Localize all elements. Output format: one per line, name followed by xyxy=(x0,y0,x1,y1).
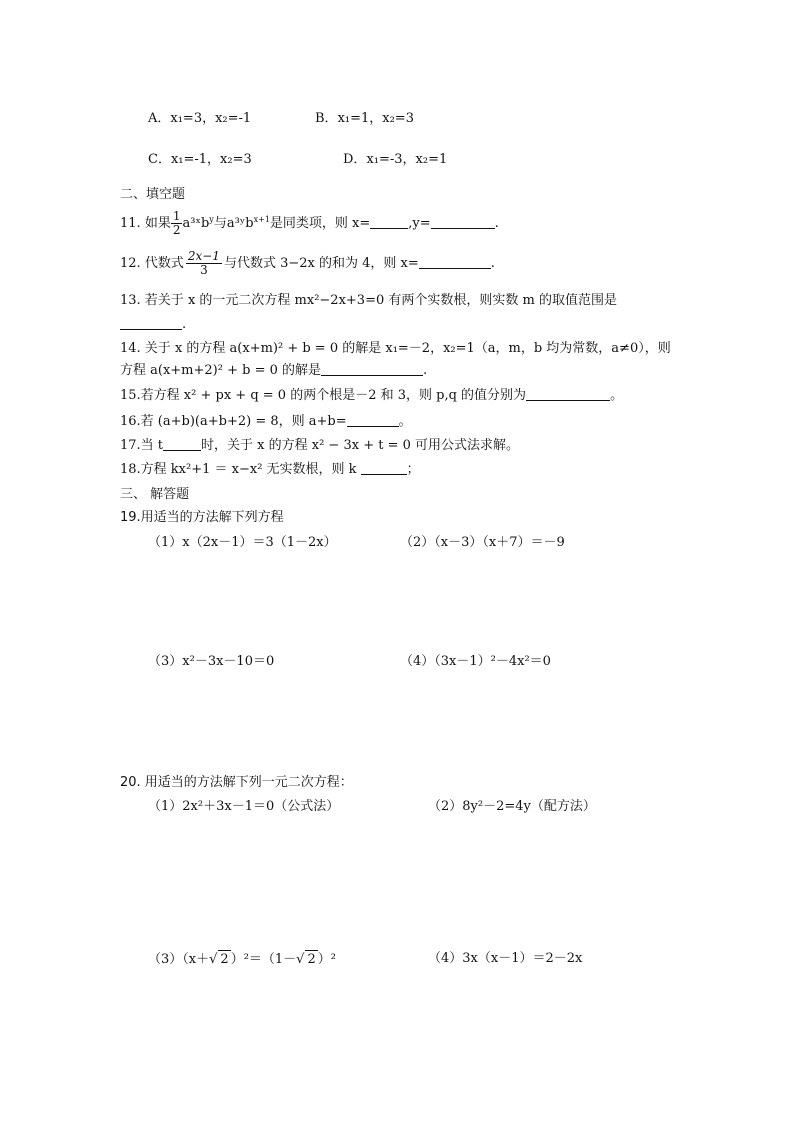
q12-number: 12. xyxy=(120,256,141,271)
q11-text: 是同类项，则 x= xyxy=(269,216,371,231)
question-18 xyxy=(120,461,420,479)
choice-d-text: x₁=-3，x₂=1 xyxy=(366,152,448,167)
choice-c-letter: C． xyxy=(148,152,171,167)
q15-text: 15.若方程 x² + px + q = 0 的两个根是－2 和 3，则 p,q 的值分别为 xyxy=(120,388,527,403)
choice-c-text: x₁=-1，x₂=3 xyxy=(170,152,252,167)
question-20-part1: （1）2x²＋3x－1＝0（公式法） xyxy=(148,799,340,814)
q16-text: 16.若 (a+b)(a+b+2) = 8，则 a+b= xyxy=(120,414,347,429)
choice-a xyxy=(148,110,251,128)
q17-blank[interactable] xyxy=(163,438,201,451)
choice-c xyxy=(148,151,252,169)
q16-end: 。 xyxy=(398,414,412,429)
section-fill-blank-heading: 二、填空题 xyxy=(120,187,186,202)
question-20-part2: （2）8y²－2=4y（配方法） xyxy=(428,799,596,814)
choice-a-letter: A． xyxy=(148,111,171,126)
choice-b xyxy=(315,110,414,128)
q12-prefix: 代数式 xyxy=(144,256,184,271)
question-19-part2: （2）（x－3）（x＋7）＝－9 xyxy=(400,535,565,550)
q12-fraction-denominator: 3 xyxy=(200,263,208,277)
q14-text: 方程 a(x+m+2)² + b = 0 的解是 xyxy=(120,363,321,378)
q17-prefix: 17.当 t xyxy=(120,438,164,453)
question-19-part4: （4）（3x－1）²－4x²＝0 xyxy=(400,654,551,669)
q18-end: ； xyxy=(406,462,420,477)
question-11 xyxy=(120,210,499,237)
question-14-line2 xyxy=(120,362,427,380)
q18-blank[interactable] xyxy=(361,462,407,475)
choice-b-text: x₁=1，x₂=3 xyxy=(337,111,414,126)
q20-p3-sqrt1: 2 xyxy=(220,952,229,967)
question-14-line1: 14. 关于 x 的方程 a(x+m)² + b = 0 的解是 x₁=－2，x₂=1（a，m，b 均为常数，a≠0），则 xyxy=(120,341,671,356)
q11-term2-exp: x+1 xyxy=(253,215,270,224)
choice-b-letter: B． xyxy=(315,111,338,126)
q11-term2: 与a³ʸb xyxy=(213,216,254,231)
q11-term1: a³ˣb xyxy=(182,216,210,231)
q11-end: . xyxy=(494,216,499,231)
q13-end: . xyxy=(182,317,187,332)
q15-end: 。 xyxy=(610,388,624,403)
question-17 xyxy=(120,437,519,455)
question-16 xyxy=(120,413,412,431)
q20-p3-a: （3）（x＋ xyxy=(148,952,210,967)
q11-fraction-numerator: 1 xyxy=(172,209,181,223)
q12-fraction xyxy=(186,250,222,277)
sqrt-icon: √ xyxy=(296,952,305,967)
question-19-part3: （3）x²－3x－10＝0 xyxy=(148,654,275,669)
q20-p3-c: ）²＝（1－ xyxy=(230,952,297,967)
q15-blank[interactable] xyxy=(526,388,610,401)
question-15 xyxy=(120,387,623,405)
q14-blank[interactable] xyxy=(321,363,423,376)
question-19-title: 19.用适当的方法解下列方程 xyxy=(120,510,284,525)
question-19-part1: （1）x（2x－1）＝3（1－2x） xyxy=(148,535,337,550)
q11-blank-y[interactable] xyxy=(431,216,495,229)
q11-term1-exp: y xyxy=(209,215,214,224)
question-20-part4: （4）3x（x－1）＝2－2x xyxy=(428,951,583,966)
choice-d-letter: D． xyxy=(343,152,367,167)
section-solve-heading: 三、 解答题 xyxy=(120,487,190,502)
q12-fraction-numerator: 2x−1 xyxy=(187,249,220,263)
q13-blank[interactable] xyxy=(120,317,182,330)
q11-fraction xyxy=(171,210,183,237)
q11-y-label: ,y= xyxy=(408,216,431,231)
q11-fraction-denominator: 2 xyxy=(172,223,181,237)
q11-number: 11. xyxy=(120,216,141,231)
question-20-part3 xyxy=(148,950,336,969)
question-12 xyxy=(120,250,495,277)
question-13-line2 xyxy=(120,316,186,334)
q12-blank[interactable] xyxy=(419,256,491,269)
choice-a-text: x₁=3，x₂=-1 xyxy=(170,111,252,126)
choice-d xyxy=(343,151,447,169)
q17-text: 时，关于 x 的方程 x² − 3x + t = 0 可用公式法求解。 xyxy=(201,438,520,453)
q16-blank[interactable] xyxy=(347,414,399,427)
q12-text: 与代数式 3−2x 的和为 4，则 x= xyxy=(223,256,419,271)
q11-blank-x[interactable] xyxy=(370,216,408,229)
q20-p3-e: ）² xyxy=(317,952,336,967)
sqrt-icon: √ xyxy=(209,952,218,967)
question-13-line1: 13. 若关于 x 的一元二次方程 mx²−2x+3=0 有两个实数根，则实数 m 的取值范围是 xyxy=(120,293,617,308)
q18-text: 18.方程 kx²+1 ＝ x−x² 无实数根，则 k xyxy=(120,462,357,477)
q12-end: . xyxy=(490,256,495,271)
q20-p3-sqrt2: 2 xyxy=(307,952,316,967)
question-20-title: 20. 用适当的方法解下列一元二次方程： xyxy=(120,775,353,790)
q11-prefix: 如果 xyxy=(144,216,171,231)
q14-end: . xyxy=(423,363,428,378)
